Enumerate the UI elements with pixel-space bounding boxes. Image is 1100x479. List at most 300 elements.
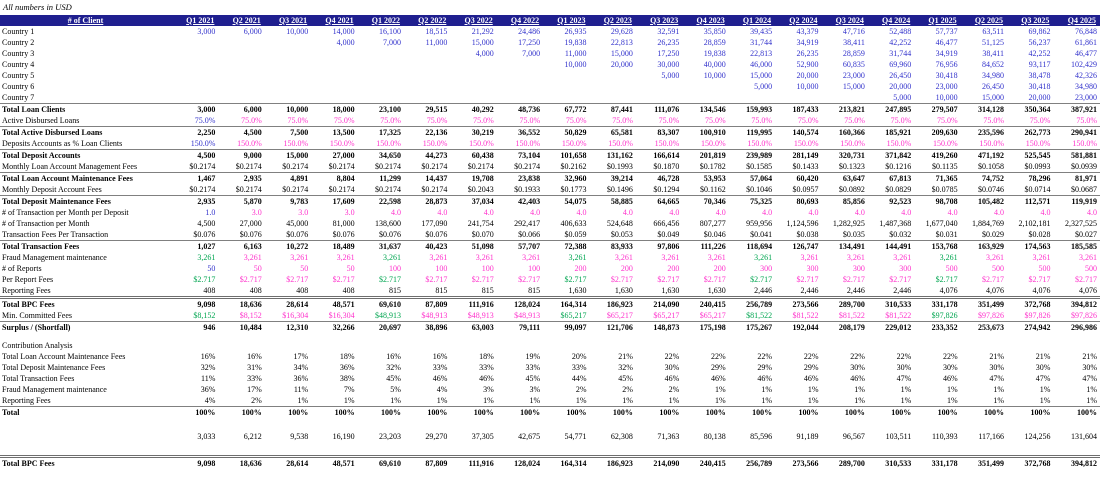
table-cell[interactable]: 150.0% — [747, 138, 773, 148]
table-cell[interactable]: 45% — [525, 373, 541, 383]
table-cell[interactable]: 28,859 — [842, 48, 865, 58]
table-cell[interactable] — [218, 70, 264, 81]
header-cell-label[interactable]: # of Client — [0, 15, 172, 26]
table-cell[interactable] — [590, 70, 636, 81]
table-cell[interactable]: 26,935 — [564, 26, 587, 36]
table-cell[interactable]: 40,292 — [450, 104, 496, 116]
table-cell[interactable]: 99,097 — [543, 322, 589, 334]
table-cell[interactable]: 91,189 — [796, 431, 819, 441]
table-cell[interactable]: 69,610 — [358, 457, 404, 470]
table-cell[interactable]: 160,366 — [821, 127, 867, 139]
table-cell[interactable]: 150.0% — [979, 138, 1005, 148]
table-cell[interactable]: $0.066 — [518, 229, 541, 239]
table-cell[interactable]: 36,552 — [497, 127, 543, 139]
table-cell[interactable]: 22% — [664, 351, 680, 361]
table-cell[interactable] — [172, 37, 218, 48]
table-cell[interactable]: $0.2174 — [189, 184, 216, 194]
table-cell[interactable]: $0.2162 — [560, 161, 587, 171]
table-cell[interactable]: 80,693 — [775, 196, 821, 208]
table-cell[interactable]: $0.2174 — [374, 161, 401, 171]
table-cell[interactable]: $2.717 — [518, 274, 541, 284]
table-cell[interactable]: 28,614 — [265, 298, 311, 311]
table-cell[interactable]: 471,192 — [961, 150, 1007, 162]
table-cell[interactable]: 281,149 — [775, 150, 821, 162]
table-cell[interactable]: 150.0% — [793, 138, 819, 148]
row-label[interactable]: Total — [0, 407, 172, 419]
table-cell[interactable]: $0.076 — [332, 229, 355, 239]
table-cell[interactable] — [265, 70, 311, 81]
table-cell[interactable]: 65,581 — [590, 127, 636, 139]
table-cell[interactable] — [450, 70, 496, 81]
table-cell[interactable]: 75.0% — [797, 115, 819, 125]
row-label[interactable]: Total Deposit Maintenance Fees — [0, 196, 172, 208]
table-cell[interactable] — [311, 48, 357, 59]
table-cell[interactable]: $8,152 — [193, 310, 216, 320]
table-cell[interactable]: 69,862 — [1028, 26, 1051, 36]
table-cell[interactable]: 4,076 — [986, 285, 1005, 295]
header-cell-quarter[interactable]: Q1 2025 — [914, 15, 960, 26]
table-cell[interactable]: $2.717 — [425, 274, 448, 284]
table-cell[interactable]: $0.2174 — [235, 161, 262, 171]
table-cell[interactable]: 20,697 — [358, 322, 404, 334]
header-cell-quarter[interactable]: Q4 2023 — [682, 15, 728, 26]
table-cell[interactable] — [729, 92, 775, 104]
table-cell[interactable]: 525,545 — [1007, 150, 1053, 162]
table-cell[interactable]: 2,446 — [754, 285, 773, 295]
table-cell[interactable]: 4.0 — [901, 207, 912, 217]
table-cell[interactable]: $2.717 — [378, 274, 401, 284]
table-cell[interactable]: $65,217 — [699, 310, 726, 320]
table-cell[interactable]: 26,235 — [796, 48, 819, 58]
table-cell[interactable]: 229,012 — [868, 322, 914, 334]
table-cell[interactable] — [636, 340, 682, 351]
table-cell[interactable]: 150.0% — [1025, 138, 1051, 148]
table-cell[interactable]: 38,411 — [843, 37, 865, 47]
header-cell-quarter[interactable]: Q2 2023 — [590, 15, 636, 26]
table-cell[interactable]: 111,916 — [450, 457, 496, 470]
table-cell[interactable]: 4,500 — [172, 150, 218, 162]
table-cell[interactable]: 150.0% — [283, 138, 309, 148]
table-cell[interactable]: 187,433 — [775, 104, 821, 116]
header-cell-quarter[interactable]: Q1 2024 — [729, 15, 775, 26]
table-cell[interactable]: 1% — [390, 395, 401, 405]
table-cell[interactable]: 39,435 — [750, 26, 773, 36]
table-cell[interactable]: 150.0% — [515, 138, 541, 148]
table-cell[interactable] — [497, 340, 543, 351]
row-label[interactable]: Active Disbursed Loans — [2, 115, 80, 125]
header-cell-quarter[interactable]: Q2 2024 — [775, 15, 821, 26]
table-cell[interactable]: 13,500 — [311, 127, 357, 139]
table-cell[interactable]: 100% — [450, 407, 496, 419]
table-cell[interactable]: $0.1993 — [606, 161, 633, 171]
table-cell[interactable]: 3,261 — [893, 252, 912, 262]
table-cell[interactable] — [404, 340, 450, 351]
table-cell[interactable]: 3% — [483, 384, 494, 394]
table-cell[interactable]: $0.1782 — [699, 161, 726, 171]
table-cell[interactable]: 296,986 — [1053, 322, 1100, 334]
table-cell[interactable]: 241,754 — [467, 218, 494, 228]
table-cell[interactable]: $48,913 — [514, 310, 541, 320]
table-cell[interactable]: 22% — [711, 351, 726, 361]
table-cell[interactable]: 3,261 — [1032, 252, 1051, 262]
table-cell[interactable]: 17% — [247, 384, 262, 394]
table-cell[interactable]: 47% — [1082, 373, 1097, 383]
table-cell[interactable]: $2.717 — [889, 274, 912, 284]
table-cell[interactable]: 3,261 — [800, 252, 819, 262]
table-cell[interactable]: 64,665 — [636, 196, 682, 208]
table-cell[interactable]: 34,650 — [358, 150, 404, 162]
table-cell[interactable]: $0.1135 — [931, 161, 958, 171]
table-cell[interactable]: 274,942 — [1007, 322, 1053, 334]
table-cell[interactable]: 21,292 — [471, 26, 494, 36]
table-cell[interactable]: 29% — [711, 362, 726, 372]
table-cell[interactable] — [450, 59, 496, 70]
table-cell[interactable]: $0.1046 — [746, 184, 773, 194]
table-cell[interactable]: 314,128 — [961, 104, 1007, 116]
table-cell[interactable]: 34,980 — [982, 70, 1005, 80]
table-cell[interactable]: $81,522 — [838, 310, 865, 320]
table-cell[interactable]: $2.717 — [657, 274, 680, 284]
table-cell[interactable] — [265, 37, 311, 48]
table-cell[interactable]: 100 — [481, 263, 494, 273]
table-cell[interactable]: 19,838 — [564, 37, 587, 47]
table-cell[interactable]: 16% — [386, 351, 401, 361]
table-cell[interactable]: 128,024 — [497, 457, 543, 470]
table-cell[interactable]: 30,000 — [657, 59, 680, 69]
table-cell[interactable] — [218, 48, 264, 59]
table-cell[interactable]: 12,310 — [265, 322, 311, 334]
table-cell[interactable]: 4.0 — [808, 207, 819, 217]
table-cell[interactable] — [590, 92, 636, 104]
table-cell[interactable] — [404, 48, 450, 59]
table-cell[interactable]: 3% — [529, 384, 541, 394]
table-cell[interactable]: 101,658 — [543, 150, 589, 162]
table-cell[interactable]: $65,217 — [653, 310, 680, 320]
table-cell[interactable]: 2,250 — [172, 127, 218, 139]
table-cell[interactable]: 75.0% — [241, 115, 262, 125]
table-cell[interactable]: 201,819 — [682, 150, 728, 162]
table-cell[interactable]: $0.2174 — [189, 161, 216, 171]
table-cell[interactable]: 32% — [200, 362, 216, 372]
table-cell[interactable]: 150.0% — [886, 138, 912, 148]
table-cell[interactable]: 42,675 — [518, 431, 541, 441]
table-cell[interactable]: 4,076 — [1079, 285, 1097, 295]
table-cell[interactable]: $0.1216 — [885, 161, 912, 171]
table-cell[interactable]: 97,806 — [636, 241, 682, 253]
row-label[interactable]: Total Transaction Fees — [0, 241, 172, 253]
table-cell[interactable]: 235,596 — [961, 127, 1007, 139]
table-cell[interactable]: 33% — [525, 362, 541, 372]
table-cell[interactable]: $0.2174 — [467, 161, 494, 171]
table-cell[interactable]: 815 — [435, 285, 448, 295]
table-cell[interactable]: 2,446 — [893, 285, 912, 295]
table-cell[interactable]: 408 — [342, 285, 355, 295]
table-cell[interactable]: $0.2174 — [328, 161, 355, 171]
table-cell[interactable]: 61,861 — [1075, 37, 1097, 47]
table-cell[interactable]: 46% — [850, 373, 865, 383]
table-cell[interactable]: 3,261 — [707, 252, 726, 262]
table-cell[interactable]: 1,467 — [172, 173, 218, 185]
header-cell-quarter[interactable]: Q3 2021 — [265, 15, 311, 26]
table-cell[interactable]: 46% — [711, 373, 726, 383]
table-cell[interactable]: 75.0% — [1029, 115, 1051, 125]
table-cell[interactable]: 58,885 — [590, 196, 636, 208]
table-cell[interactable]: 57,707 — [497, 241, 543, 253]
table-cell[interactable] — [1007, 340, 1053, 351]
table-cell[interactable]: 1% — [529, 395, 541, 405]
row-label[interactable]: Monthly Deposit Account Fees — [2, 184, 102, 194]
table-cell[interactable]: 100% — [1007, 407, 1053, 419]
table-cell[interactable]: 174,563 — [1007, 241, 1053, 253]
table-cell[interactable]: 150.0% — [608, 138, 633, 148]
row-label[interactable]: Total Transaction Fees — [2, 373, 75, 383]
table-cell[interactable]: 18% — [479, 351, 494, 361]
table-cell[interactable]: 2,935 — [218, 173, 264, 185]
table-cell[interactable]: 75.0% — [565, 115, 587, 125]
row-label[interactable]: Per Report Fees — [2, 274, 54, 284]
table-cell[interactable]: 144,491 — [868, 241, 914, 253]
table-cell[interactable]: 581,881 — [1053, 150, 1100, 162]
table-cell[interactable]: 81,000 — [332, 218, 355, 228]
table-cell[interactable]: 213,821 — [821, 104, 867, 116]
table-cell[interactable]: 150.0% — [561, 138, 587, 148]
table-cell[interactable]: 150.0% — [329, 138, 355, 148]
table-cell[interactable]: $0.053 — [610, 229, 633, 239]
table-cell[interactable]: 175,198 — [682, 322, 728, 334]
table-cell[interactable] — [636, 81, 682, 92]
table-cell[interactable]: 21% — [1035, 351, 1051, 361]
table-cell[interactable]: 5,870 — [218, 196, 264, 208]
table-cell[interactable] — [218, 92, 264, 104]
table-cell[interactable]: 100 — [435, 263, 448, 273]
table-cell[interactable]: 1% — [668, 395, 680, 405]
table-cell[interactable]: 15,000 — [982, 92, 1005, 102]
row-label[interactable]: Country 7 — [2, 92, 35, 102]
header-cell-quarter[interactable]: Q1 2023 — [543, 15, 589, 26]
table-cell[interactable] — [914, 340, 960, 351]
table-cell[interactable]: 46% — [664, 373, 680, 383]
table-cell[interactable]: $0.2174 — [374, 184, 401, 194]
table-cell[interactable]: 150.0% — [469, 138, 494, 148]
table-cell[interactable]: 10,000 — [935, 92, 958, 102]
table-cell[interactable]: 273,566 — [775, 457, 821, 470]
table-cell[interactable]: 19,838 — [703, 48, 726, 58]
table-cell[interactable]: 4.0 — [1087, 207, 1097, 217]
table-cell[interactable]: 3,261 — [754, 252, 773, 262]
table-cell[interactable]: 150.0% — [190, 138, 216, 148]
table-cell[interactable]: 3,261 — [939, 252, 958, 262]
table-cell[interactable]: 331,178 — [914, 298, 960, 311]
table-cell[interactable]: 9,783 — [265, 196, 311, 208]
table-cell[interactable]: 4% — [436, 384, 448, 394]
table-cell[interactable]: 111,916 — [450, 298, 496, 311]
table-cell[interactable]: 22% — [850, 351, 865, 361]
table-cell[interactable]: 57,737 — [935, 26, 958, 36]
table-cell[interactable]: 1% — [436, 395, 448, 405]
table-cell[interactable]: 75.0% — [705, 115, 726, 125]
table-cell[interactable]: 119,919 — [1053, 196, 1100, 208]
table-cell[interactable]: 150.0% — [376, 138, 401, 148]
table-cell[interactable]: 46,000 — [750, 59, 773, 69]
table-cell[interactable]: 74,752 — [961, 173, 1007, 185]
table-cell[interactable]: 14,000 — [332, 26, 355, 36]
table-cell[interactable]: 300 — [852, 263, 865, 273]
table-cell[interactable]: 100% — [1053, 407, 1100, 419]
table-cell[interactable]: 2% — [668, 384, 680, 394]
table-cell[interactable]: $65,217 — [606, 310, 633, 320]
row-label[interactable]: Monthly Loan Account Management Fees — [2, 161, 138, 171]
table-cell[interactable]: 126,747 — [775, 241, 821, 253]
table-cell[interactable] — [543, 70, 589, 81]
table-cell[interactable]: 50,829 — [543, 127, 589, 139]
table-cell[interactable]: 42,252 — [1028, 48, 1051, 58]
row-label[interactable]: Reporting Fees — [2, 285, 51, 295]
header-cell-quarter[interactable]: Q4 2024 — [868, 15, 914, 26]
table-cell[interactable]: $0.1433 — [792, 161, 819, 171]
table-cell[interactable]: 2% — [251, 395, 262, 405]
table-cell[interactable]: 3,261 — [429, 252, 448, 262]
table-cell[interactable] — [311, 70, 357, 81]
table-cell[interactable]: $48,913 — [467, 310, 494, 320]
table-cell[interactable]: 75.0% — [612, 115, 633, 125]
table-cell[interactable]: 7,500 — [265, 127, 311, 139]
table-cell[interactable]: 44,273 — [404, 150, 450, 162]
table-cell[interactable]: 34,919 — [796, 37, 819, 47]
table-cell[interactable]: 279,507 — [914, 104, 960, 116]
table-cell[interactable]: 1,630 — [661, 285, 680, 295]
table-cell[interactable]: 290,941 — [1053, 127, 1100, 139]
table-cell[interactable] — [636, 92, 682, 104]
table-cell[interactable]: 1,027 — [172, 241, 218, 253]
table-cell[interactable]: 28,859 — [703, 37, 726, 47]
table-cell[interactable]: 4.0 — [390, 207, 401, 217]
table-cell[interactable]: 23,100 — [358, 104, 404, 116]
table-cell[interactable]: $0.0746 — [978, 184, 1005, 194]
table-cell[interactable]: 14,437 — [404, 173, 450, 185]
header-cell-quarter[interactable]: Q4 2021 — [311, 15, 357, 26]
table-cell[interactable] — [404, 59, 450, 70]
table-cell[interactable]: 289,700 — [821, 457, 867, 470]
header-cell-quarter[interactable]: Q3 2023 — [636, 15, 682, 26]
table-cell[interactable]: 150.0% — [701, 138, 726, 148]
table-cell[interactable] — [543, 81, 589, 92]
table-cell[interactable] — [172, 92, 218, 104]
table-cell[interactable]: 93,117 — [1028, 59, 1051, 69]
table-cell[interactable]: 3,261 — [382, 252, 401, 262]
table-cell[interactable] — [172, 70, 218, 81]
table-cell[interactable]: 38,896 — [404, 322, 450, 334]
table-cell[interactable]: 18,636 — [218, 457, 264, 470]
table-cell[interactable]: 2,327,525 — [1065, 218, 1097, 228]
table-cell[interactable]: $0.076 — [193, 229, 216, 239]
table-cell[interactable]: 148,873 — [636, 322, 682, 334]
table-cell[interactable]: $97,826 — [978, 310, 1005, 320]
table-cell[interactable]: 100% — [636, 407, 682, 419]
table-cell[interactable]: $0.1058 — [978, 161, 1005, 171]
table-cell[interactable]: 35,850 — [703, 26, 726, 36]
table-cell[interactable]: 47,716 — [842, 26, 865, 36]
table-cell[interactable]: 19% — [525, 351, 541, 361]
table-cell[interactable]: 46% — [942, 373, 958, 383]
table-cell[interactable]: 38% — [339, 373, 355, 383]
table-cell[interactable]: 100% — [729, 407, 775, 419]
table-cell[interactable]: 20,000 — [610, 59, 633, 69]
table-cell[interactable]: $0.0785 — [931, 184, 958, 194]
table-cell[interactable]: 34,980 — [1075, 81, 1097, 91]
table-cell[interactable]: $0.1585 — [746, 161, 773, 171]
table-cell[interactable]: 4.0 — [669, 207, 680, 217]
table-cell[interactable]: $2.717 — [935, 274, 958, 284]
table-cell[interactable]: 16% — [247, 351, 262, 361]
table-cell[interactable]: $48,913 — [374, 310, 401, 320]
table-cell[interactable]: 5,000 — [754, 81, 773, 91]
table-cell[interactable]: 1% — [1039, 395, 1051, 405]
table-cell[interactable]: 75.0% — [426, 115, 448, 125]
table-cell[interactable]: 71,365 — [914, 173, 960, 185]
table-cell[interactable]: 15,000 — [842, 81, 865, 91]
row-label[interactable]: Min. Committed Fees — [2, 310, 72, 320]
table-cell[interactable]: 15,000 — [750, 70, 773, 80]
table-cell[interactable]: 239,989 — [729, 150, 775, 162]
table-cell[interactable]: 46,477 — [1075, 48, 1097, 58]
table-cell[interactable]: 110,393 — [931, 431, 958, 441]
table-cell[interactable]: 500 — [1085, 263, 1097, 273]
table-cell[interactable]: 15,000 — [265, 150, 311, 162]
table-cell[interactable]: 185,921 — [868, 127, 914, 139]
table-cell[interactable]: 3,261 — [986, 252, 1005, 262]
table-cell[interactable]: 50 — [253, 263, 262, 273]
table-cell[interactable] — [172, 59, 218, 70]
table-cell[interactable]: 18,489 — [311, 241, 357, 253]
table-cell[interactable]: 289,700 — [821, 298, 867, 311]
table-cell[interactable]: 200 — [667, 263, 680, 273]
table-cell[interactable]: 92,523 — [868, 196, 914, 208]
table-cell[interactable]: $0.0892 — [838, 184, 865, 194]
table-cell[interactable]: 1% — [1086, 384, 1097, 394]
table-cell[interactable]: 320,731 — [821, 150, 867, 162]
table-cell[interactable]: 4,076 — [1032, 285, 1051, 295]
table-cell[interactable]: 262,773 — [1007, 127, 1053, 139]
row-label[interactable]: Country 1 — [2, 26, 35, 36]
table-cell[interactable]: 166,614 — [636, 150, 682, 162]
table-cell[interactable] — [543, 340, 589, 351]
table-cell[interactable]: $0.0829 — [885, 184, 912, 194]
row-label[interactable]: Country 4 — [2, 59, 35, 69]
table-cell[interactable]: 1% — [297, 395, 309, 405]
table-cell[interactable]: $0.2043 — [467, 184, 494, 194]
table-cell[interactable]: $0.2174 — [514, 161, 541, 171]
table-cell[interactable]: 15,000 — [471, 37, 494, 47]
table-cell[interactable]: $2.717 — [239, 274, 262, 284]
table-cell[interactable]: 815 — [481, 285, 494, 295]
table-cell[interactable]: 1,884,769 — [972, 218, 1005, 228]
table-cell[interactable]: 1% — [900, 384, 912, 394]
table-cell[interactable]: 4,000 — [336, 37, 355, 47]
table-cell[interactable]: 111,076 — [636, 104, 682, 116]
table-cell[interactable]: 48,571 — [311, 298, 357, 311]
table-cell[interactable]: 51,125 — [982, 37, 1005, 47]
table-cell[interactable]: 419,260 — [914, 150, 960, 162]
table-cell[interactable]: 371,842 — [868, 150, 914, 162]
table-cell[interactable]: 4.0 — [994, 207, 1005, 217]
table-cell[interactable]: 11,000 — [564, 48, 587, 58]
table-cell[interactable]: 164,314 — [543, 298, 589, 311]
row-label[interactable]: # of Reports — [2, 263, 42, 273]
table-cell[interactable]: 163,929 — [961, 241, 1007, 253]
table-cell[interactable]: 1,487,368 — [879, 218, 912, 228]
table-cell[interactable]: 100% — [961, 407, 1007, 419]
table-cell[interactable]: 815 — [388, 285, 401, 295]
